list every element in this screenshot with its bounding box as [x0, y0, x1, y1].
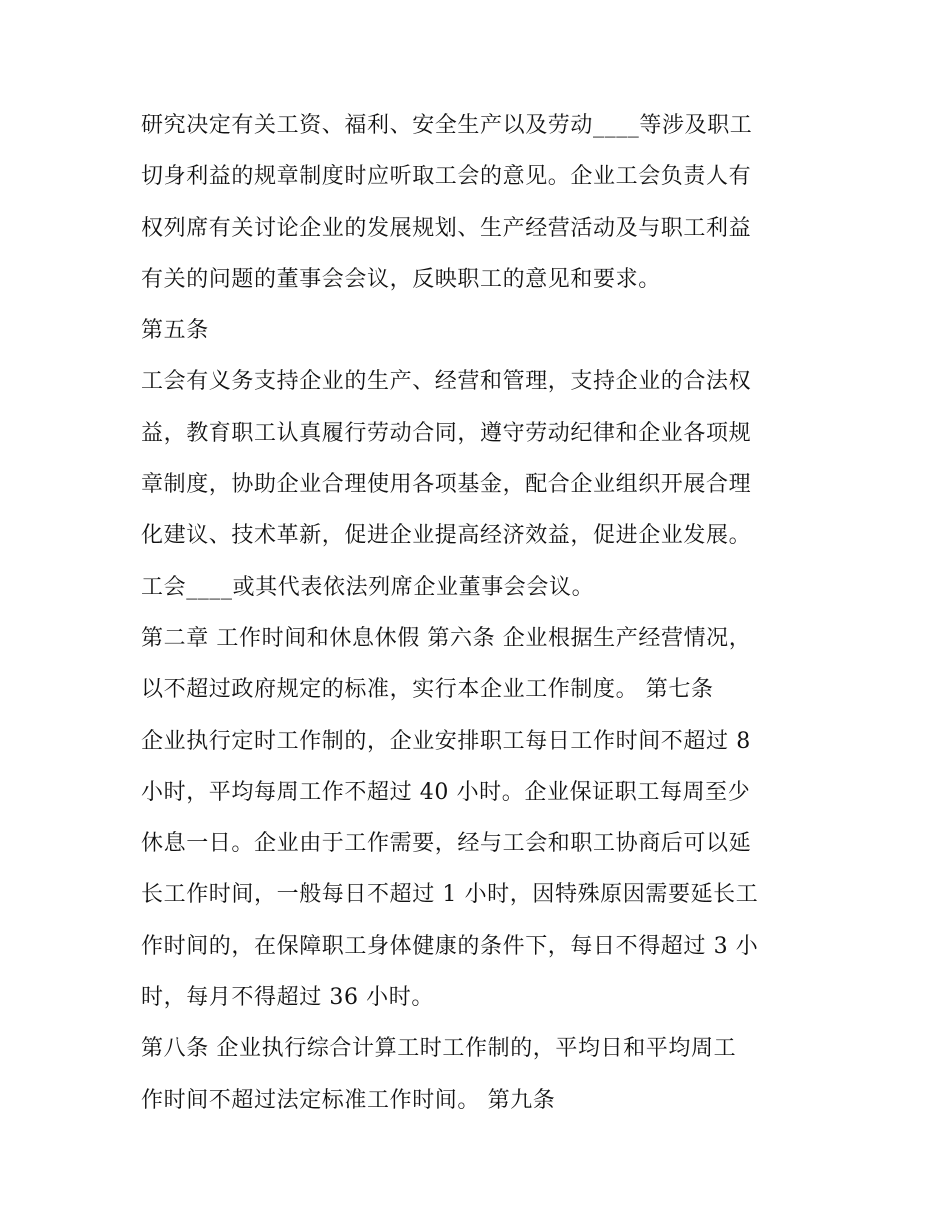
text-line: 工会____或其代表依法列席企业董事会会议。: [141, 574, 595, 600]
chapter-heading-line: 第二章 工作时间和休息休假 第六条 企业根据生产经营情况，: [141, 625, 752, 651]
text-line: 以不超过政府规定的标准，实行本企业工作制度。 第七条: [141, 677, 714, 703]
text-line: 第八条 企业执行综合计算工时工作制的，平均日和平均周工: [141, 1036, 737, 1062]
text-line: 作时间的，在保障职工身体健康的条件下，每日不得超过 3 小: [141, 933, 759, 959]
text-line: 长工作时间，一般每日不超过 1 小时，因特殊原因需要延长工: [141, 882, 759, 908]
text-line: 章制度，协助企业合理使用各项基金，配合企业组织开展合理: [141, 472, 752, 498]
text-line: 小时，平均每周工作不超过 40 小时。企业保证职工每周至少: [141, 779, 751, 805]
text-line: 时，每月不得超过 36 小时。: [141, 985, 434, 1011]
text-line: 有关的问题的董事会会议，反映职工的意见和要求。: [141, 266, 661, 292]
text-line: 化建议、技术革新，促进企业提高经济效益，促进企业发展。: [141, 523, 752, 549]
article-heading: 第五条: [141, 318, 209, 344]
document-body: [141, 100, 841, 1126]
text-line: 作时间不超过法定标准工作时间。 第九条: [141, 1087, 556, 1113]
text-line: 研究决定有关工资、福利、安全生产以及劳动____等涉及职工: [141, 113, 753, 138]
text-line: 工会有义务支持企业的生产、经营和管理，支持企业的合法权: [141, 369, 752, 395]
text-line: 切身利益的规章制度时应听取工会的意见。企业工会负责人有: [141, 164, 752, 190]
text-line: 休息一日。企业由于工作需要，经与工会和职工协商后可以延: [141, 831, 752, 857]
text-line: 益，教育职工认真履行劳动合同，遵守劳动纪律和企业各项规: [141, 420, 752, 446]
text-line: 企业执行定时工作制的，企业安排职工每日工作时间不超过 8: [141, 728, 751, 754]
text-line: 权列席有关讨论企业的发展规划、生产经营活动及与职工利益: [141, 215, 752, 241]
